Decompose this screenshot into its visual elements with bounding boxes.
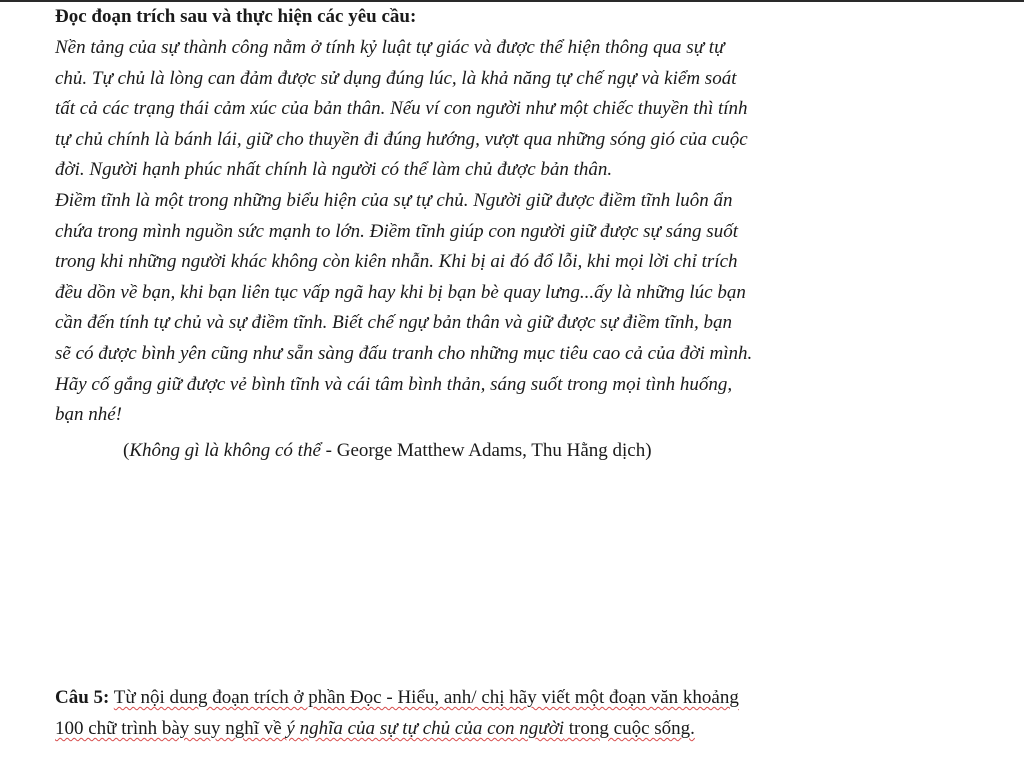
source-citation — [123, 436, 652, 466]
passage-line: tất cả các trạng thái cảm xúc của bản thân. Nếu ví con người như một chiếc thuyền thì tính — [55, 98, 748, 120]
passage-line: Hãy cố gắng giữ được vẻ bình tĩnh và cái tâm bình thản, sáng suốt trong mọi tình huống, — [55, 373, 733, 395]
question-text-line-2-start: 100 chữ trình bày suy nghĩ về — [55, 718, 287, 739]
question-5 — [55, 682, 955, 744]
question-line-1 — [55, 682, 955, 713]
excerpt-passage — [55, 33, 935, 431]
passage-line: đời. Người hạnh phúc nhất chính là người có thể làm chủ được bản thân. — [55, 159, 613, 181]
question-text-line-1: Từ nội dung đoạn trích ở phần Đọc - Hiểu, anh/ chị hãy viết một đoạn văn khoảng — [113, 687, 739, 708]
question-line-2 — [55, 713, 955, 744]
question-label: Câu 5: — [55, 687, 110, 708]
passage-line: sẽ có được bình yên cũng như sẵn sàng đấu tranh cho những mục tiêu cao cả của đời mình. — [55, 342, 753, 364]
passage-line: chủ. Tự chủ là lòng can đảm được sử dụng đúng lúc, là khả năng tự chế ngự và kiểm soát — [55, 67, 737, 89]
citation-author: - George Matthew Adams, Thu Hằng dịch) — [320, 440, 652, 461]
instruction-heading: Đọc đoạn trích sau và thực hiện các yêu cầu: — [55, 6, 417, 27]
question-emphasis: ý nghĩa của sự tự chủ của con người — [286, 718, 565, 739]
citation-open: ( — [123, 440, 130, 461]
citation-title: Không gì là không có thể — [129, 440, 321, 461]
passage-line: cần đến tính tự chủ và sự điềm tĩnh. Biết chế ngự bản thân và giữ được sự điềm tĩnh, bạn — [55, 312, 733, 334]
passage-line: đều dồn về bạn, khi bạn liên tục vấp ngã hay khi bị bạn bè quay lưng...ấy là những lúc bạn — [55, 281, 746, 303]
passage-line: Nền tảng của sự thành công nằm ở tính kỷ luật tự giác và được thể hiện thông qua sự tự — [55, 37, 725, 58]
passage-line: chứa trong mình nguồn sức mạnh to lớn. Điềm tĩnh giúp con người giữ được sự sáng suốt — [55, 220, 738, 242]
question-text-line-2-end: trong cuộc sống. — [564, 718, 695, 739]
passage-line: tự chủ chính là bánh lái, giữ cho thuyền đi đúng hướng, vượt qua những sóng gió của cuộc — [55, 128, 748, 150]
passage-line: bạn nhé! — [55, 404, 123, 426]
passage-line: trong khi những người khác không còn kiên nhẫn. Khi bị ai đó đổ lỗi, khi mọi lời chỉ trích — [55, 251, 738, 273]
passage-line: Điềm tĩnh là một trong những biểu hiện của sự tự chủ. Người giữ được điềm tĩnh luôn ẩn — [55, 189, 733, 211]
